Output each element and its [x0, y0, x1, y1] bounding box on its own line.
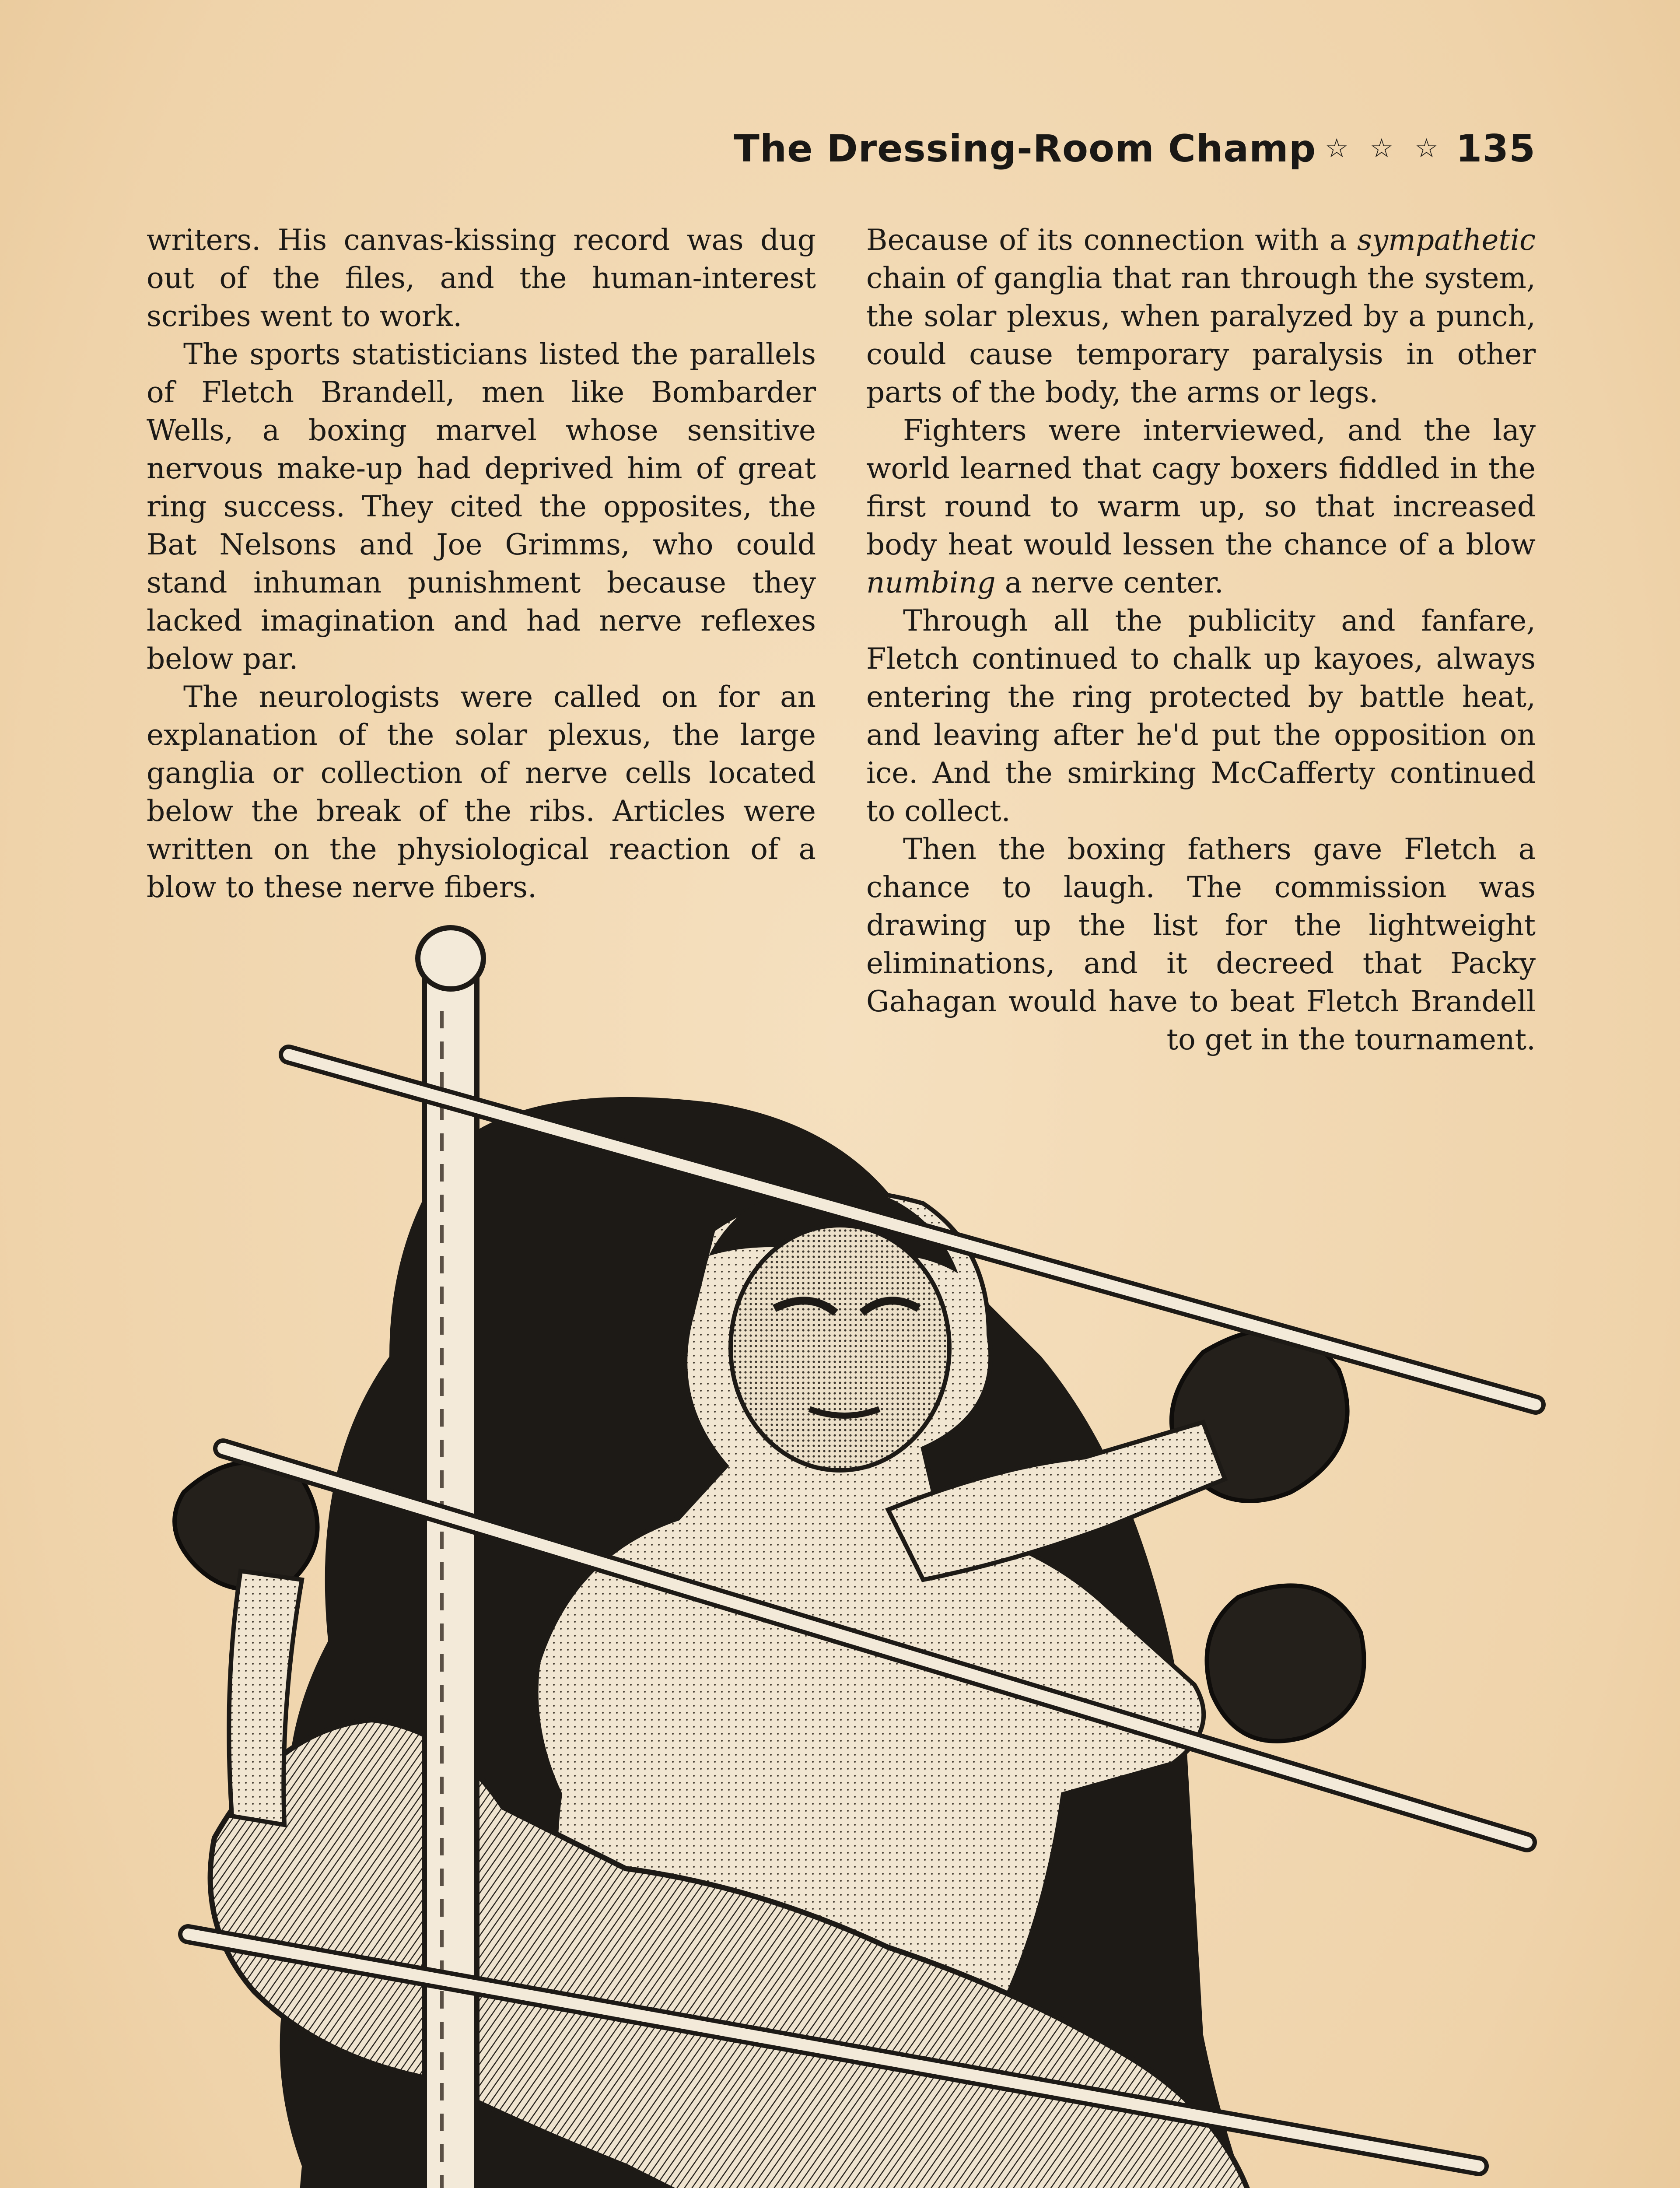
story-title: The Dressing-Room Champ — [734, 127, 1316, 171]
italic-text: numbing — [866, 566, 996, 600]
boxing-glove-left — [1207, 1585, 1364, 1741]
text-run: a nerve center. — [995, 566, 1224, 600]
boxing-ring-illustration — [144, 897, 1553, 2188]
paragraph: The sports statisticians listed the parallels of Fletch Brandell, men like Bombarder Wells, a boxing marvel whose sensitive nervous make-up had deprived him of great ring success. They cited the opposites, the Bat Nelsons and Joe Grimms, who could stand inhuman punishment because they lacked imagination and had nerve reflexes below par. — [147, 337, 816, 676]
text-run: chain of ganglia that ran through the system, the solar plexus, when paralyzed by a punch, could cause temporary paralysis in other parts of the body, the arms or legs. — [866, 261, 1536, 409]
paragraph — [866, 221, 1536, 411]
running-head — [734, 127, 1536, 171]
paragraph — [866, 411, 1536, 602]
text-run: Because of its connection with a — [866, 223, 1357, 257]
paragraph: writers. His canvas-kissing record was dug out of the files, and the human-interest scribes went to work. — [147, 223, 816, 333]
paragraph: Then the boxing fathers gave Fletch a chance to laugh. The commission was drawing up the list for the lightweight eliminations, and it decreed that Packy Gahagan would have to beat Fletch Brandell to get in the tournament. — [866, 832, 1536, 1056]
ring-post — [424, 958, 477, 2188]
page-number: 135 — [1456, 127, 1536, 171]
left-text-column — [147, 221, 816, 906]
fighter-face — [731, 1225, 949, 1470]
paragraph: The neurologists were called on for an explanation of the solar plexus, the large ganglia or collection of nerve cells located below the break of the ribs. Articles were written on the physiological reaction of a blow to these nerve fibers. — [147, 680, 816, 904]
decorative-stars: ☆ ☆ ☆ — [1325, 133, 1445, 164]
paragraph: Through all the publicity and fanfare, Fletch continued to chalk up kayoes, always entering the ring protected by battle heat, and leaving after he'd put the opposition on ice. And the smirking McCafferty continued to collect. — [866, 604, 1536, 828]
text-run: Fighters were interviewed, and the lay world learned that cagy boxers fiddled in the first round to warm up, so that increased body heat would lessen the chance of a blow — [866, 414, 1536, 561]
ring-post-cap — [418, 928, 483, 989]
italic-text: sympathetic — [1357, 223, 1536, 257]
